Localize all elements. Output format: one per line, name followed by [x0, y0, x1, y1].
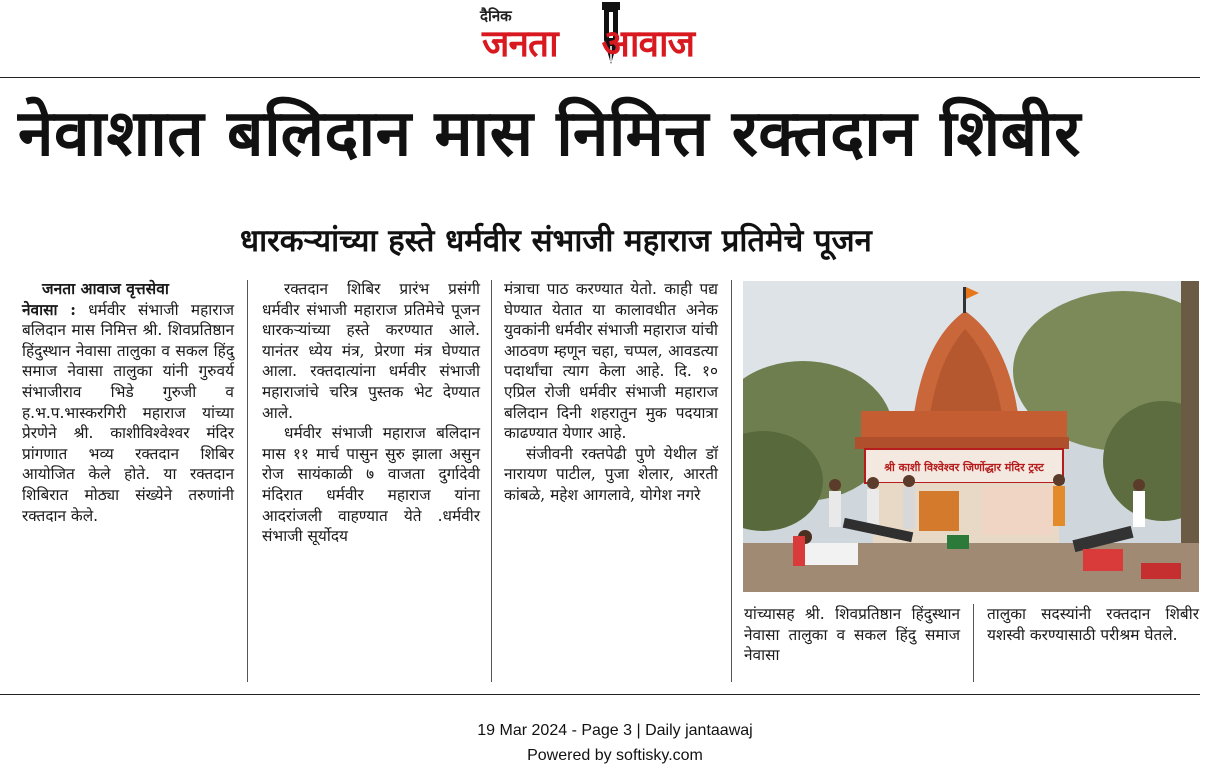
column-5-text: तालुका सदस्यांनी रक्तदान शिबीर यशस्वी करण्यासाठी परीश्रम घेतले. [987, 605, 1199, 644]
column-3-paragraph-1: मंत्राचा पाठ करण्यात येतो. काही पद्य घेण्यात येतात या कालावधीत अनेक युवकांनी धर्मवीर संभाजी महाराज यांची आठवण म्हणून चहा, चप्पल, आवडत्या पदार्थांचा त्याग केला आहे. दि. १० एप्रिल रोजी धर्मवीर संभाजी महाराज बलिदान दिनी शहरातुन मुक पदयात्रा काढण्यात येणार आहे. [504, 280, 718, 443]
column-4-text: यांच्यासह श्री. शिवप्रतिष्ठान हिंदुस्थान नेवासा तालुका व सकल हिंदु समाज नेवासा [744, 605, 960, 665]
masthead-dainik: दैनिक [480, 7, 512, 25]
logo-right: आवाज [601, 22, 695, 65]
footer-powered-by[interactable]: Powered by softisky.com [527, 747, 703, 764]
column-divider [247, 280, 248, 682]
column-2-paragraph-2: धर्मवीर संभाजी महाराज बलिदान मास ११ मार्च पासुन सुरु झाला असुन रोज सायंकाळी ७ वाजता दुर्गादेवी मंदिरात धर्मवीर महाराज यांना आदरांजली वाहण्यात येते .धर्मवीर संभाजी सूर्योदय [262, 424, 480, 546]
column-1-text [22, 300, 234, 527]
subheadline: धारकऱ्यांच्या हस्ते धर्मवीर संभाजी महाराज प्रतिमेचे पूजन [240, 223, 872, 259]
bottom-rule [0, 694, 1200, 695]
masthead-logo[interactable] [482, 22, 694, 66]
masthead [0, 0, 1230, 78]
column-2-paragraph-1: रक्तदान शिबिर प्रारंभ प्रसंगी धर्मवीर संभाजी महाराज प्रतिमेचे पूजन धारकऱ्यांच्या हस्ते करण्यात आले. यानंतर ध्येय मंत्र, प्रेरणा मंत्र घेण्यात आला. रक्तदात्यांना धर्मवीर संभाजी महाराजांचे चरित्र पुस्तक भेट देण्यात आले. [262, 280, 480, 422]
article-column-2 [262, 279, 480, 547]
article-column-3 [504, 279, 718, 506]
article-column-4 [744, 604, 960, 666]
byline: जनता आवाज वृत्तसेवा [42, 279, 169, 298]
footer-edition: 19 Mar 2024 - Page 3 | Daily jantaawaj [477, 722, 753, 739]
article-photo[interactable] [743, 281, 1199, 592]
column-3-paragraph-2: संजीवनी रक्तपेढी पुणे येथील डॉ नारायण पाटील, पुजा शेलार, आरती कांबळे, महेश आगलावे, योगेश नगरे [504, 444, 718, 504]
column-divider [491, 280, 492, 682]
article-column-5 [987, 604, 1199, 645]
column-1-body: धर्मवीर संभाजी महाराज बलिदान मास निमित्त श्री. शिवप्रतिष्ठान हिंदुस्थान नेवासा तालुका व सकल हिंदु समाज नेवासा तालुका यांनी गुरुवर्य संभाजीराव भिडे गुरुजी व ह.भ.प.भास्करगिरी महाराज यांच्या प्रेरणेने श्री. काशीविश्वेश्वर मंदिर प्रांगणात भव्य रक्तदान शिबिर आयोजित केले होते. या रक्तदान शिबिरात मोठ्या संख्येने तरुणांनी रक्तदान केले. [22, 300, 234, 525]
banner-text: श्री काशी विश्वेश्वर जिर्णोद्धार मंदिर ट्रस्ट [884, 461, 1044, 474]
dateline: नेवासा : [22, 300, 76, 319]
column-divider [973, 604, 974, 682]
article-column-1 [22, 279, 234, 526]
masthead-rule [0, 77, 1200, 78]
headline: नेवाशात बलिदान मास निमित्त रक्तदान शिबीर [18, 97, 1081, 171]
logo-left: जनता [482, 22, 558, 65]
temple-photo-image [743, 281, 1199, 592]
column-divider [731, 280, 732, 682]
